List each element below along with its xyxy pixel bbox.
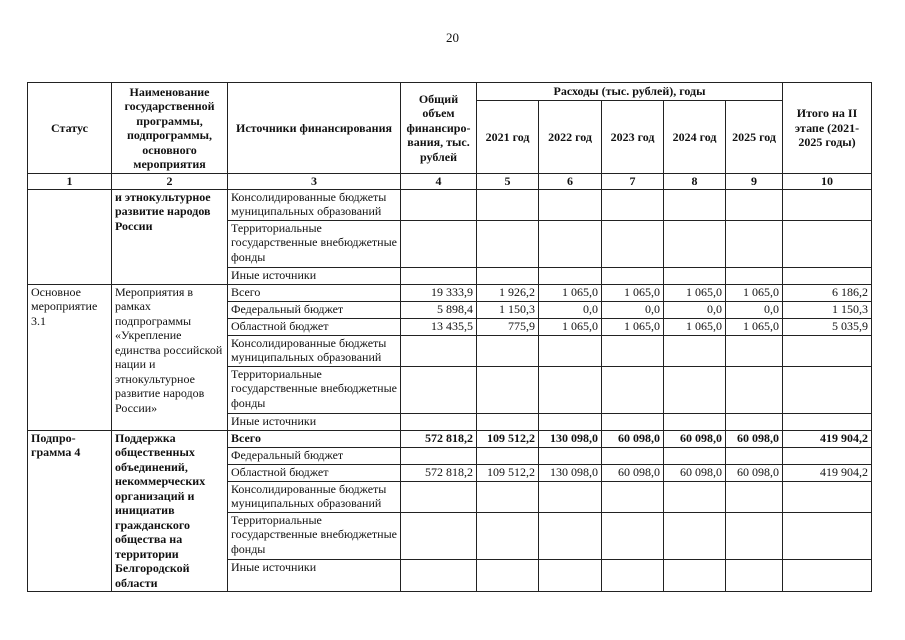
value-cell xyxy=(664,189,726,220)
value-cell: 60 098,0 xyxy=(726,464,783,481)
value-cell xyxy=(602,366,664,413)
value-cell: 1 065,0 xyxy=(664,318,726,335)
row-status xyxy=(28,189,112,284)
value-cell: 130 098,0 xyxy=(539,464,602,481)
value-cell xyxy=(726,335,783,366)
value-cell xyxy=(539,512,602,559)
funding-source: Всего xyxy=(228,430,401,447)
column-number: 6 xyxy=(539,174,602,190)
value-cell xyxy=(602,447,664,464)
value-cell xyxy=(726,413,783,430)
value-cell xyxy=(664,220,726,267)
value-cell: 0,0 xyxy=(726,301,783,318)
column-number: 8 xyxy=(664,174,726,190)
value-cell xyxy=(539,189,602,220)
value-cell xyxy=(783,366,872,413)
funding-source: Территориальные государственные внебюджетные фонды xyxy=(228,220,401,267)
column-number: 4 xyxy=(401,174,477,190)
header-status: Статус xyxy=(28,83,112,174)
value-cell xyxy=(401,220,477,267)
column-numbers-row xyxy=(28,174,872,190)
funding-source: Иные источники xyxy=(228,413,401,430)
column-number: 7 xyxy=(602,174,664,190)
funding-source: Всего xyxy=(228,284,401,301)
value-cell xyxy=(401,481,477,512)
value-cell xyxy=(783,189,872,220)
funding-source: Иные источники xyxy=(228,267,401,284)
value-cell xyxy=(664,559,726,591)
value-cell xyxy=(783,512,872,559)
value-cell xyxy=(477,447,539,464)
value-cell: 572 818,2 xyxy=(401,430,477,447)
value-cell xyxy=(783,413,872,430)
value-cell xyxy=(401,559,477,591)
funding-source: Иные источники xyxy=(228,559,401,591)
value-cell xyxy=(477,220,539,267)
value-cell xyxy=(477,366,539,413)
header-sources: Источники финансирования xyxy=(228,83,401,174)
value-cell xyxy=(602,189,664,220)
funding-source: Областной бюджет xyxy=(228,464,401,481)
row-name: и этнокультурное развитие народов России xyxy=(112,189,228,284)
value-cell: 5 035,9 xyxy=(783,318,872,335)
value-cell xyxy=(539,447,602,464)
value-cell xyxy=(602,335,664,366)
value-cell: 775,9 xyxy=(477,318,539,335)
column-number: 5 xyxy=(477,174,539,190)
value-cell xyxy=(783,447,872,464)
value-cell xyxy=(539,413,602,430)
table-row xyxy=(28,284,872,301)
value-cell xyxy=(401,189,477,220)
header-year: 2021 год xyxy=(477,101,539,174)
value-cell: 19 333,9 xyxy=(401,284,477,301)
value-cell xyxy=(664,447,726,464)
value-cell xyxy=(477,413,539,430)
value-cell: 0,0 xyxy=(602,301,664,318)
row-name: Мероприятия в рамках подпрограммы «Укрепление единства российской нации и этнокультурное развитие народов России» xyxy=(112,284,228,430)
value-cell: 60 098,0 xyxy=(664,464,726,481)
value-cell: 1 065,0 xyxy=(602,284,664,301)
header-stage-total: Итого на II этапе (2021-2025 годы) xyxy=(783,83,872,174)
value-cell: 109 512,2 xyxy=(477,430,539,447)
value-cell xyxy=(726,559,783,591)
value-cell: 0,0 xyxy=(539,301,602,318)
value-cell: 1 065,0 xyxy=(726,284,783,301)
funding-source: Консолидированные бюджеты муниципальных образований xyxy=(228,335,401,366)
value-cell xyxy=(726,366,783,413)
value-cell xyxy=(539,335,602,366)
header-year: 2023 год xyxy=(602,101,664,174)
header-expenses: Расходы (тыс. рублей), годы xyxy=(477,83,783,101)
value-cell: 1 065,0 xyxy=(664,284,726,301)
value-cell xyxy=(539,481,602,512)
value-cell: 60 098,0 xyxy=(664,430,726,447)
value-cell xyxy=(664,366,726,413)
table-row xyxy=(28,189,872,220)
value-cell xyxy=(401,335,477,366)
value-cell xyxy=(401,447,477,464)
column-number: 9 xyxy=(726,174,783,190)
funding-source: Территориальные государственные внебюджетные фонды xyxy=(228,512,401,559)
value-cell xyxy=(664,267,726,284)
value-cell xyxy=(602,512,664,559)
value-cell xyxy=(726,267,783,284)
value-cell: 1 065,0 xyxy=(726,318,783,335)
value-cell: 60 098,0 xyxy=(602,430,664,447)
value-cell xyxy=(401,366,477,413)
table-row xyxy=(28,430,872,447)
value-cell xyxy=(664,335,726,366)
value-cell: 419 904,2 xyxy=(783,464,872,481)
header-year: 2024 год xyxy=(664,101,726,174)
funding-table xyxy=(27,82,872,592)
value-cell xyxy=(664,413,726,430)
value-cell xyxy=(726,512,783,559)
value-cell xyxy=(477,267,539,284)
value-cell xyxy=(477,189,539,220)
value-cell xyxy=(401,267,477,284)
value-cell: 1 926,2 xyxy=(477,284,539,301)
value-cell xyxy=(539,220,602,267)
value-cell xyxy=(783,335,872,366)
value-cell: 1 065,0 xyxy=(602,318,664,335)
value-cell: 1 150,3 xyxy=(783,301,872,318)
funding-source: Федеральный бюджет xyxy=(228,447,401,464)
value-cell xyxy=(783,559,872,591)
column-number: 2 xyxy=(112,174,228,190)
column-number: 3 xyxy=(228,174,401,190)
value-cell xyxy=(539,267,602,284)
column-number: 1 xyxy=(28,174,112,190)
value-cell xyxy=(664,481,726,512)
value-cell xyxy=(783,220,872,267)
value-cell xyxy=(726,481,783,512)
column-number: 10 xyxy=(783,174,872,190)
value-cell xyxy=(477,481,539,512)
value-cell xyxy=(783,267,872,284)
header-name: Наименование государственной программы, подпрограммы, основного мероприятия xyxy=(112,83,228,174)
value-cell: 13 435,5 xyxy=(401,318,477,335)
value-cell xyxy=(401,413,477,430)
value-cell xyxy=(477,512,539,559)
value-cell: 60 098,0 xyxy=(726,430,783,447)
value-cell xyxy=(602,267,664,284)
value-cell xyxy=(726,447,783,464)
value-cell: 6 186,2 xyxy=(783,284,872,301)
value-cell: 60 098,0 xyxy=(602,464,664,481)
value-cell xyxy=(726,220,783,267)
value-cell xyxy=(602,220,664,267)
value-cell: 109 512,2 xyxy=(477,464,539,481)
row-status: Основное мероприятие 3.1 xyxy=(28,284,112,430)
value-cell: 1 065,0 xyxy=(539,284,602,301)
value-cell: 419 904,2 xyxy=(783,430,872,447)
value-cell xyxy=(539,366,602,413)
row-name: Поддержка общественных объединений, некоммерческих организаций и инициатив гражданского общества на территории Белгородской области xyxy=(112,430,228,591)
header-total-volume: Общий объем финансиро-вания, тыс. рублей xyxy=(401,83,477,174)
value-cell xyxy=(726,189,783,220)
header-year: 2022 год xyxy=(539,101,602,174)
value-cell: 1 150,3 xyxy=(477,301,539,318)
value-cell xyxy=(477,559,539,591)
value-cell xyxy=(401,512,477,559)
value-cell: 0,0 xyxy=(664,301,726,318)
value-cell xyxy=(539,559,602,591)
row-status: Подпро-грамма 4 xyxy=(28,430,112,591)
value-cell: 130 098,0 xyxy=(539,430,602,447)
value-cell xyxy=(664,512,726,559)
header-year: 2025 год xyxy=(726,101,783,174)
funding-source: Территориальные государственные внебюджетные фонды xyxy=(228,366,401,413)
value-cell xyxy=(783,481,872,512)
value-cell xyxy=(602,559,664,591)
funding-source: Областной бюджет xyxy=(228,318,401,335)
page-number: 20 xyxy=(446,30,459,45)
value-cell xyxy=(602,413,664,430)
value-cell: 5 898,4 xyxy=(401,301,477,318)
value-cell xyxy=(602,481,664,512)
value-cell: 1 065,0 xyxy=(539,318,602,335)
value-cell xyxy=(477,335,539,366)
value-cell: 572 818,2 xyxy=(401,464,477,481)
funding-source: Консолидированные бюджеты муниципальных образований xyxy=(228,189,401,220)
funding-source: Консолидированные бюджеты муниципальных образований xyxy=(228,481,401,512)
funding-source: Федеральный бюджет xyxy=(228,301,401,318)
